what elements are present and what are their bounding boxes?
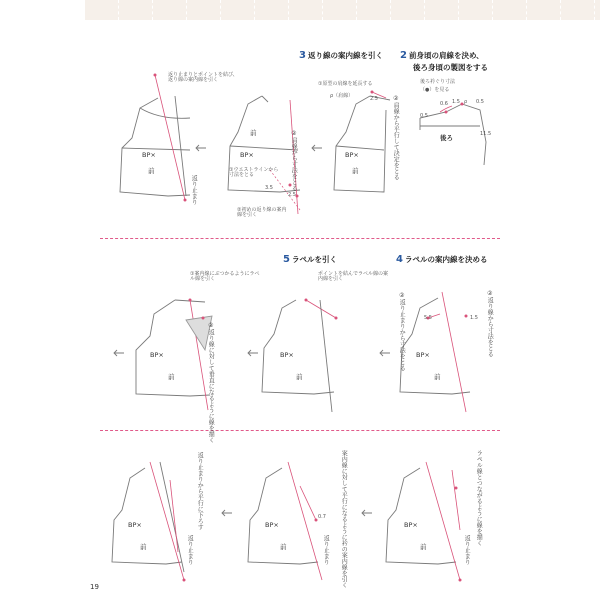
r2-num-15: 1.5 [470, 315, 478, 321]
r1-num-25a: 2.5 [370, 96, 378, 102]
front-label-2: 前 [250, 129, 257, 137]
r2-num-55: 5.5 [424, 315, 432, 321]
bp-mark-4: BP× [150, 351, 164, 359]
bp-mark-9: BP× [404, 521, 418, 529]
front-label-6: 前 [434, 373, 441, 381]
kaeri-dome-label-3: 返り止まり [322, 535, 330, 565]
s2-note1: 後ろ衿ぐり寸法 [420, 79, 456, 85]
bodice-row3-middle [248, 462, 322, 580]
kaeri-dome-label-4: 返り止まり [463, 535, 471, 565]
r2-v-left: ②返り線に対して垂直になるように線を描く [207, 322, 215, 443]
bodice-row3-left [112, 462, 186, 582]
r1-v-note: ②肩線から平行して決定をとる [392, 95, 400, 180]
bp-mark-3: BP× [345, 151, 359, 159]
divider-2 [100, 430, 500, 431]
back-label: 後ろ [440, 134, 453, 142]
bp-mark-2: BP× [240, 151, 254, 159]
r3-v-left: 返り止まりから平行に下ろす [196, 452, 204, 530]
r3-v-right: ラペル線とつながるように線を描く [475, 450, 483, 546]
kaeri-dome-label: 返り止まり [190, 175, 198, 205]
section-2-heading: 2 前身頃の肩線を決め、 [400, 50, 484, 61]
section-3-heading: 3 返り線の案内線を引く [299, 50, 383, 61]
bodice-row2-left [136, 299, 212, 411]
arrow-left-r2b [248, 350, 258, 356]
r3-num-07: 0.7 [318, 514, 326, 520]
bodice-row2-middle [262, 299, 338, 413]
r2-note5b: ポイントを結んでラペル線の案内線を引く [318, 271, 389, 282]
s2-num-05b: 0.5 [420, 113, 428, 119]
bp-mark: BP× [142, 151, 156, 159]
r1-v-note2: ②肩線から寸法をとる [290, 130, 298, 191]
r1-step1: ①原型の肩線を延長する [318, 81, 373, 87]
arrow-left-r1a [196, 145, 206, 151]
bodice-row1-right [334, 91, 390, 193]
arrow-left-r2c [380, 350, 390, 356]
r2-note5: ①案内線にぶつかるようにラペル線を引く [190, 271, 260, 282]
section-5-heading: 5 ラペルを引く [283, 254, 337, 265]
front-label-4: 前 [168, 373, 175, 381]
bp-mark-6: BP× [416, 351, 430, 359]
arrow-left-r1b [312, 145, 322, 151]
front-label-7: 前 [140, 543, 147, 551]
s2-note2: （●）を見る [420, 87, 450, 93]
r1-kaeri: ②初めの返り線の案内線を引く [237, 207, 287, 218]
section-2-heading-line2: 後ろ身頃の製図をする [413, 63, 488, 72]
front-label-8: 前 [280, 543, 287, 551]
s2-num-p: ρ [464, 99, 468, 105]
s2-num-05a: 0.5 [476, 99, 484, 105]
bodice-row2-right [400, 292, 470, 412]
bp-mark-8: BP× [265, 521, 279, 529]
kaeri-dome-label-2: 返り止まり [186, 535, 194, 565]
bodice-row3-right [386, 462, 462, 582]
arrow-left-r2a [114, 350, 124, 356]
section-4-heading: 4 ラペルの案内線を決める [396, 254, 488, 265]
r2-v-mid: ②返り止まりから寸法をとる [398, 292, 406, 371]
page-number: 19 [90, 583, 99, 591]
r3-v-mid: 案内線に対して平行になるように衿の案内線を引く [340, 450, 348, 588]
arrow-left-r3b [362, 510, 372, 516]
r1-waist: ①ウエストラインから寸法をとる [229, 167, 279, 178]
back-bodice [420, 103, 486, 166]
r2-v-right: ②返り線から寸法をとる [486, 290, 494, 357]
s2-num-115: 11.5 [480, 131, 492, 137]
bp-mark-5: BP× [280, 351, 294, 359]
front-label: 前 [148, 167, 155, 175]
r1-num-25b: 2.5 [288, 192, 296, 198]
r1-num-35: 3.5 [265, 185, 273, 191]
bp-mark-7: BP× [128, 521, 142, 529]
r1-kataaki: ρ（肩線） [330, 93, 354, 99]
front-label-5: 前 [296, 373, 303, 381]
r1-note: 返り止まりとポイントを結び、返り線の案内線を引く [168, 72, 238, 83]
arrow-left-r3a [222, 510, 232, 516]
bodice-row1-left [120, 74, 190, 202]
divider-1 [100, 238, 500, 239]
s2-num-06: 0.6 [440, 101, 448, 107]
front-label-9: 前 [420, 543, 427, 551]
front-label-3: 前 [352, 167, 359, 175]
s2-num-15: 1.5 [452, 99, 460, 105]
